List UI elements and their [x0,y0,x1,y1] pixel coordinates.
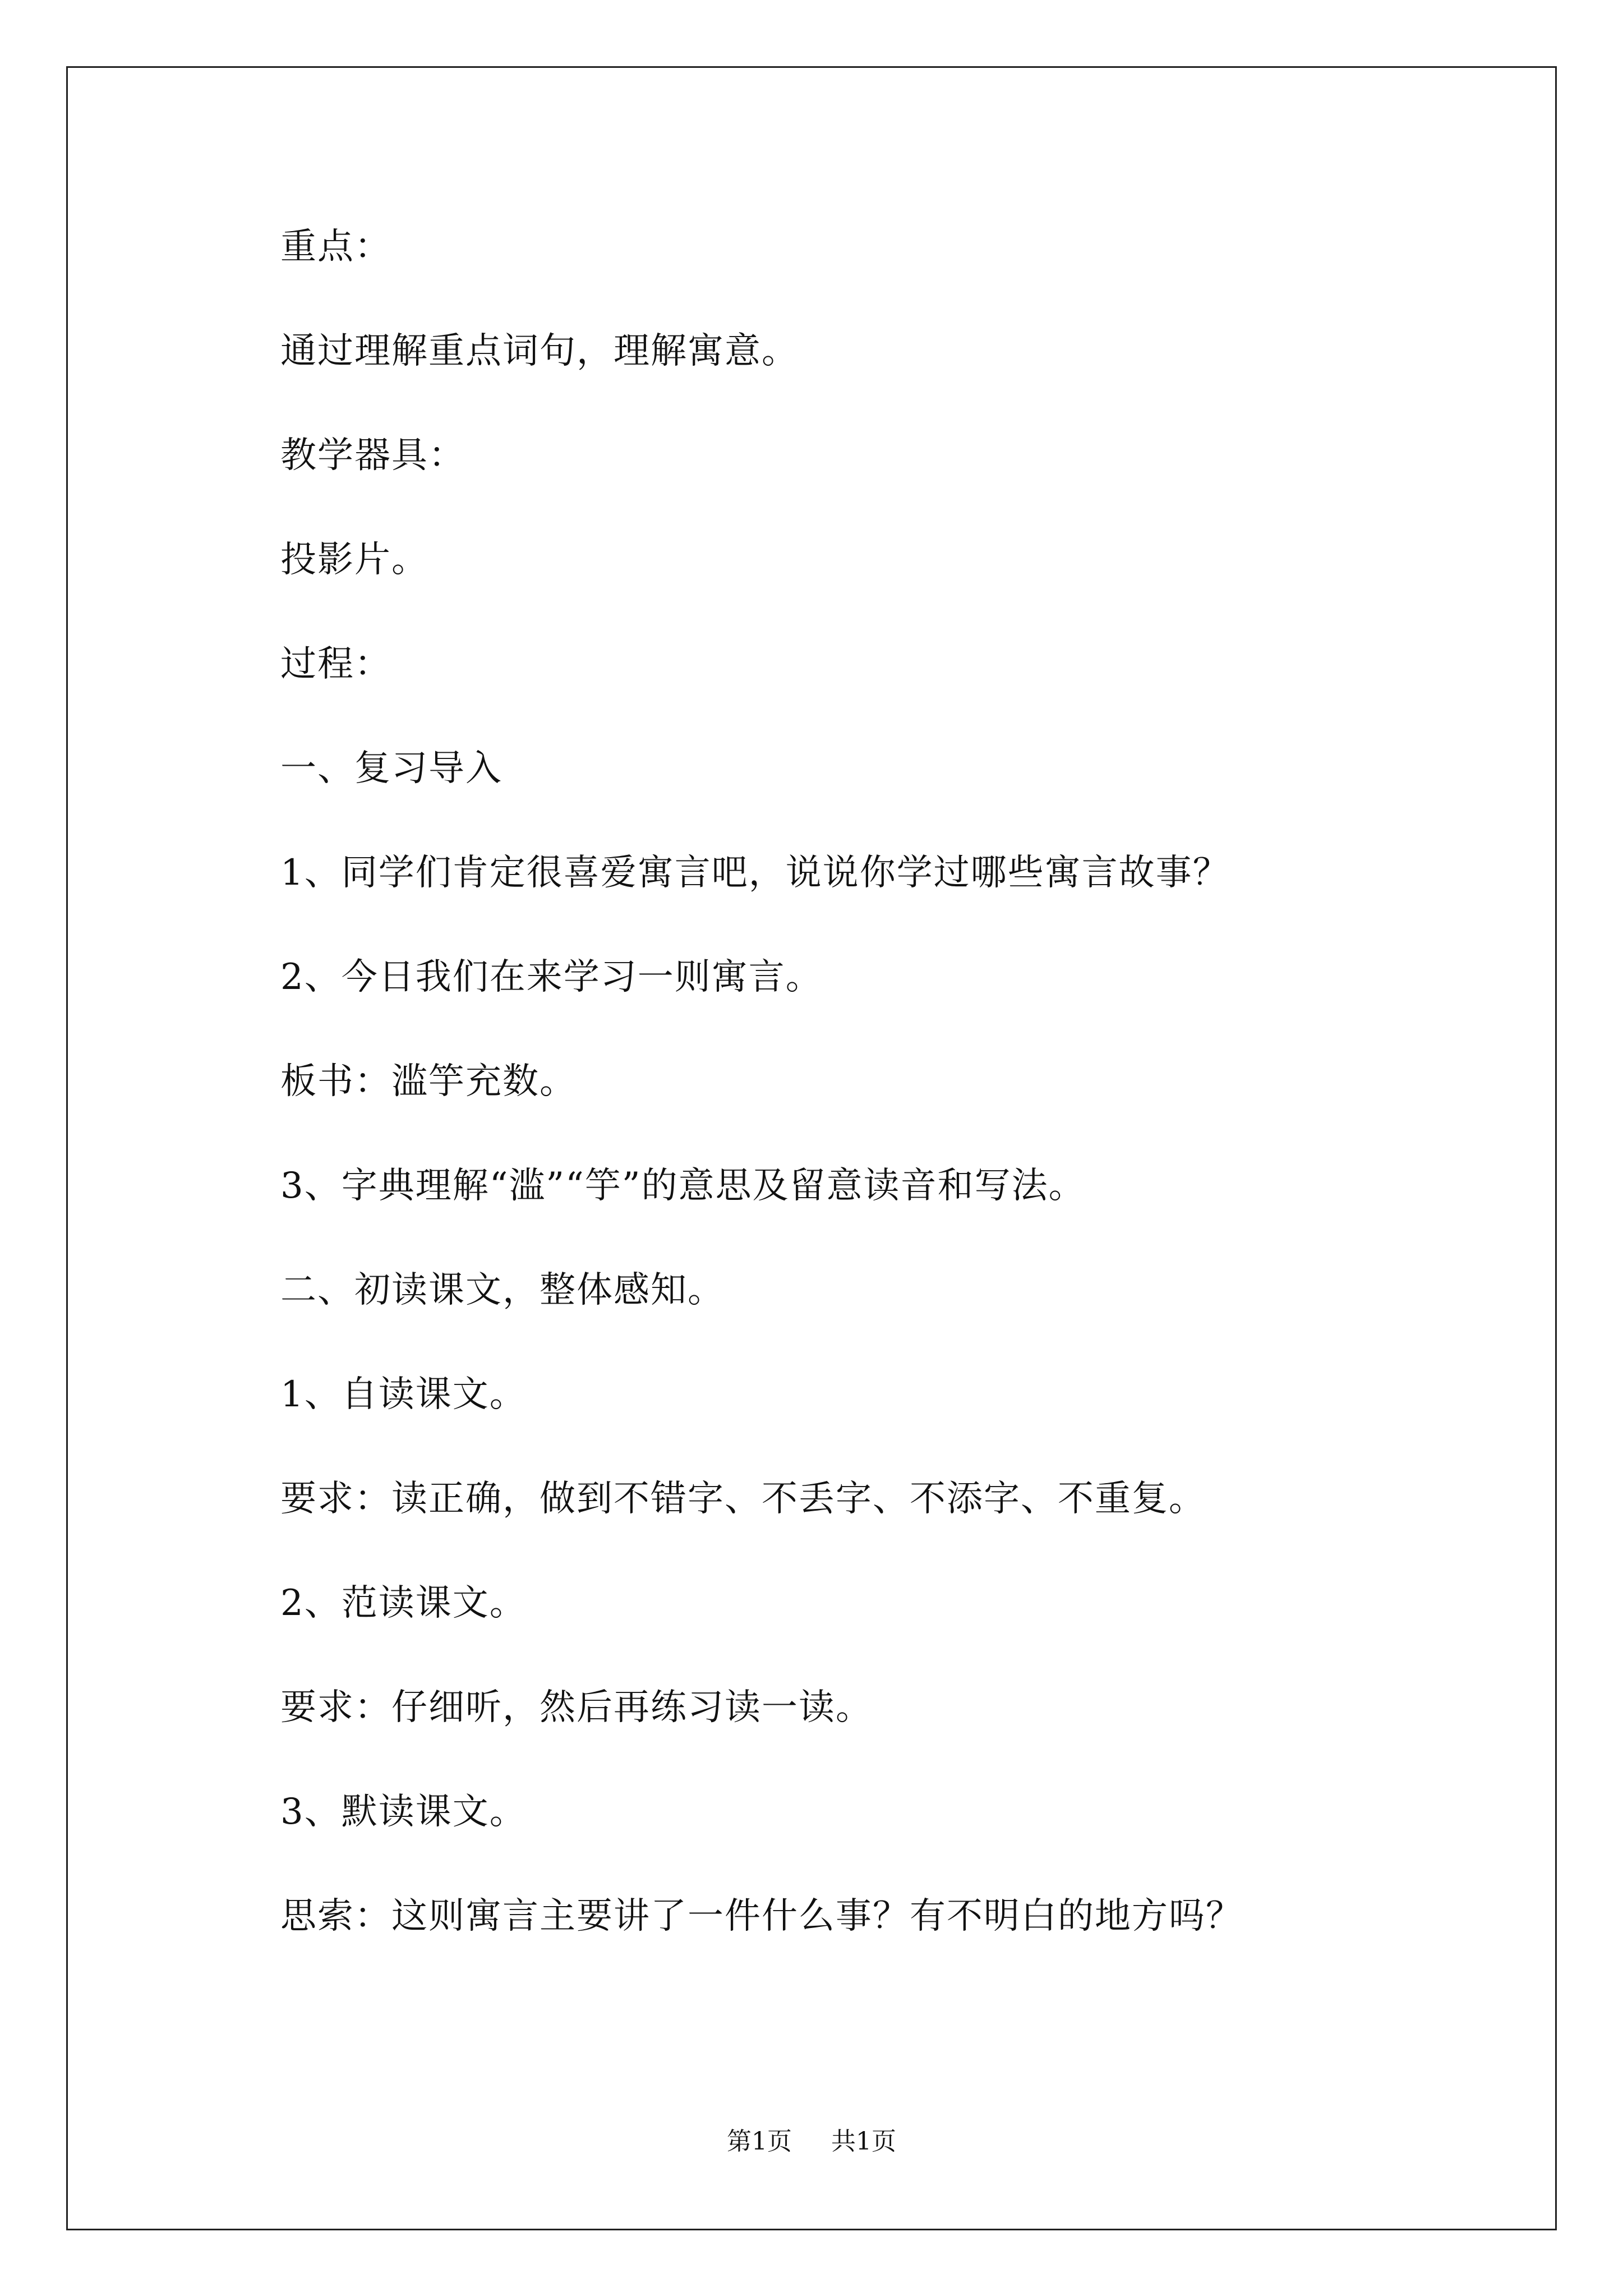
document-line: 通过理解重点词句，理解寓意。 [280,330,799,372]
document-line: 2、范读课文。 [280,1582,527,1624]
document-line: 2、今日我们在来学习一则寓言。 [280,956,823,998]
document-line: 要求：仔细听，然后再练习读一读。 [280,1687,873,1728]
document-body [280,224,1514,1998]
document-line: 思索：这则寓言主要讲了一件什么事？有不明白的地方吗？ [280,1895,1243,1937]
document-line: 一、复习导入 [280,748,502,789]
document-line: 教学器具： [280,435,465,476]
page-total: 共1页 [831,2127,896,2156]
document-line: 要求：读正确，做到不错字、不丢字、不添字、不重复。 [280,1478,1206,1520]
document-line: 投影片。 [280,539,428,581]
document-line: 1、同学们肯定很喜爱寓言吧，说说你学过哪些寓言故事？ [280,852,1230,894]
document-line: 3、字典理解“滥”“竽”的意思及留意读音和写法。 [280,1165,1086,1207]
page-footer [0,2126,1623,2157]
page-number: 第1页 [727,2127,792,2156]
document-line: 板书：滥竽充数。 [280,1061,577,1102]
document-line: 重点： [280,226,391,268]
document-line: 过程： [280,643,391,685]
document-line: 3、默读课文。 [280,1791,527,1833]
document-line: 二、初读课文，整体感知。 [280,1269,725,1311]
document-line: 1、自读课文。 [280,1374,527,1415]
